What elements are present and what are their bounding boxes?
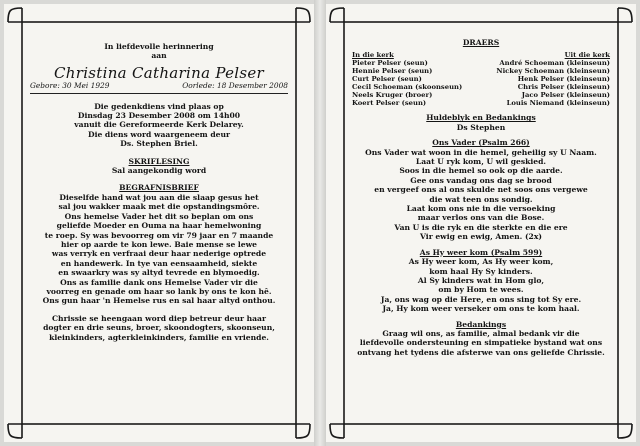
hulde-heading: Huldeblyk en Bedankings bbox=[426, 113, 536, 123]
ons-vader-heading: Ons Vader (Psalm 266) bbox=[432, 138, 530, 148]
text-line: As Hy weer kom, As Hy weer kom, bbox=[408, 257, 554, 267]
pallbearer: Cecil Schoeman (skoonseun) bbox=[352, 83, 463, 92]
text-line: Ons Vader wat woon in die hemel, geheilig sy U Naam. bbox=[365, 147, 597, 157]
text-line: ontvang het tydens die afsterwe van ons geliefde Chrissie. bbox=[357, 347, 605, 357]
bedankings-heading: Bedankings bbox=[455, 319, 507, 329]
page-fold bbox=[314, 0, 326, 446]
uit-kerk-column bbox=[496, 51, 610, 107]
divider-line bbox=[30, 93, 288, 94]
text-line: en handewerk. In tye van eensaamheid, siekte bbox=[60, 258, 258, 268]
text-line: Gee ons vandag ons dag se brood bbox=[410, 175, 552, 185]
intro-text: In liefdevolle herinnering bbox=[104, 42, 214, 51]
text-line: Laat U ryk kom, U wil geskied. bbox=[415, 157, 547, 167]
text-line: was verryk en verfraai deur haar nederige optrede bbox=[51, 249, 267, 259]
text-line: kom haal Hy Sy kinders. bbox=[429, 266, 533, 276]
begrafnisbrief-heading: BEGRAFNISBRIEF bbox=[119, 183, 199, 193]
pallbearer: André Schoeman (kleinseun) bbox=[499, 59, 610, 68]
text-line: die wat teen ons sondig. bbox=[429, 194, 533, 204]
text-line: geliefde Moeder en Ouma na haar hemelwoning bbox=[56, 221, 262, 231]
bedankings-text bbox=[352, 329, 610, 357]
pallbearers-list bbox=[352, 51, 610, 107]
service-line: Dinsdag 23 Desember 2008 om 14h00 bbox=[77, 111, 241, 121]
service-info bbox=[30, 102, 288, 149]
left-page bbox=[4, 4, 314, 442]
service-line: Ds. Stephen Briel. bbox=[120, 139, 198, 149]
pallbearer: Jaco Pelser (kleinseun) bbox=[521, 91, 610, 100]
in-kerk-heading: In die kerk bbox=[352, 51, 394, 60]
left-content bbox=[30, 42, 288, 342]
pallbearer: Hennie Pelser (seun) bbox=[352, 67, 433, 76]
pallbearer: Henk Pelser (kleinseun) bbox=[517, 75, 610, 84]
skriflesing-text: Sal aangekondig word bbox=[111, 166, 207, 176]
text-line: Soos in die hemel so ook op die aarde. bbox=[399, 166, 563, 176]
right-page bbox=[326, 4, 636, 442]
death-date: Oorlede: 18 Desember 2008 bbox=[182, 81, 288, 91]
closing-text bbox=[30, 314, 288, 342]
in-kerk-column bbox=[352, 51, 462, 107]
text-line: maar verlos ons van die Bose. bbox=[417, 213, 545, 223]
text-line: Ja, ons wag op die Here, en ons sing tot Sy ere. bbox=[380, 294, 582, 304]
text-line: Laat kom ons nie in die versoeking bbox=[406, 204, 556, 214]
text-line: om by Hom te wees. bbox=[438, 285, 524, 295]
deceased-name: Christina Catharina Pelser bbox=[53, 63, 265, 82]
text-line: hier op aarde te kon lewe. Baie mense se lewe bbox=[60, 239, 258, 249]
text-line: Ons as familie dank ons Hemelse Vader vir die bbox=[60, 277, 258, 287]
text-line: Vir ewig en ewig, Amen. (2x) bbox=[420, 232, 542, 242]
pallbearer: Nickey Schoeman (kleinseun) bbox=[496, 67, 610, 76]
service-line: Die diens word waargeneem deur bbox=[87, 129, 230, 139]
draers-heading: DRAERS bbox=[462, 38, 500, 47]
dates-row bbox=[30, 81, 288, 90]
text-line: voorreg en genade om haar so lank by ons te kon hê. bbox=[46, 286, 272, 296]
text-line: Ons hemelse Vader het dit so beplan om ons bbox=[64, 211, 254, 221]
pallbearer: Louis Niemand (kleinseun) bbox=[506, 99, 610, 108]
text-line: Graag wil ons, as familie, almal bedank vir die bbox=[382, 328, 580, 338]
as-hy-text bbox=[352, 257, 610, 313]
text-line: Chrissie se heengaan word diep betreur deur haar bbox=[52, 313, 266, 323]
text-line: Ja, Hy kom weer verseker om ons te kom haal. bbox=[382, 304, 580, 314]
text-line: en swaarkry was sy altyd tevrede en blymoedig. bbox=[58, 268, 260, 278]
text-line: Al Sy kinders wat in Hom glo, bbox=[417, 275, 545, 285]
pallbearer: Pieter Pelser (seun) bbox=[352, 59, 428, 68]
text-line: dogter en drie seuns, broer, skoondogters, skoonseun, bbox=[43, 323, 275, 333]
pallbearer: Chris Pelser (kleinseun) bbox=[517, 83, 610, 92]
uit-kerk-heading: Uit die kerk bbox=[564, 51, 610, 60]
begrafnisbrief-text bbox=[30, 193, 288, 306]
birth-date: Gebore: 30 Mei 1929 bbox=[30, 81, 110, 91]
text-line: liefdevolle ondersteuning en simpatieke bystand wat ons bbox=[359, 338, 603, 348]
hulde-by: Ds Stephen bbox=[456, 122, 506, 132]
pallbearer: Neels Kruger (broer) bbox=[352, 91, 433, 100]
skriflesing-heading: SKRIFLESING bbox=[128, 156, 190, 166]
text-line: Dieselfde hand wat jou aan die slaap gesus het bbox=[59, 192, 259, 202]
text-line: Van U is die ryk en die sterkte en die ere bbox=[394, 222, 568, 232]
ons-vader-text bbox=[352, 148, 610, 242]
pallbearer: Curt Pelser (seun) bbox=[352, 75, 422, 84]
intro-text-aan: aan bbox=[151, 51, 167, 61]
text-line: en vergeef ons al ons skulde net soos ons vergewe bbox=[374, 185, 588, 195]
text-line: sal jou wakker maak met die opstandingsmôre. bbox=[58, 202, 260, 212]
right-content bbox=[352, 38, 610, 357]
service-line: vanuit die Gereformeerde Kerk Delarey. bbox=[74, 120, 244, 130]
as-hy-heading: As Hy weer kom (Psalm 599) bbox=[419, 247, 543, 257]
text-line: Ons gun haar 'n Hemelse rus en sal haar altyd onthou. bbox=[42, 296, 276, 306]
service-line: Die gedenkdiens vind plaas op bbox=[94, 101, 224, 111]
text-line: kleinkinders, agterkleinkinders, familie en vriende. bbox=[49, 332, 269, 342]
text-line: te roep. Sy was bevoorreg om vir 79 jaar en 7 maande bbox=[44, 230, 274, 240]
pallbearer: Koert Pelser (seun) bbox=[352, 99, 427, 108]
